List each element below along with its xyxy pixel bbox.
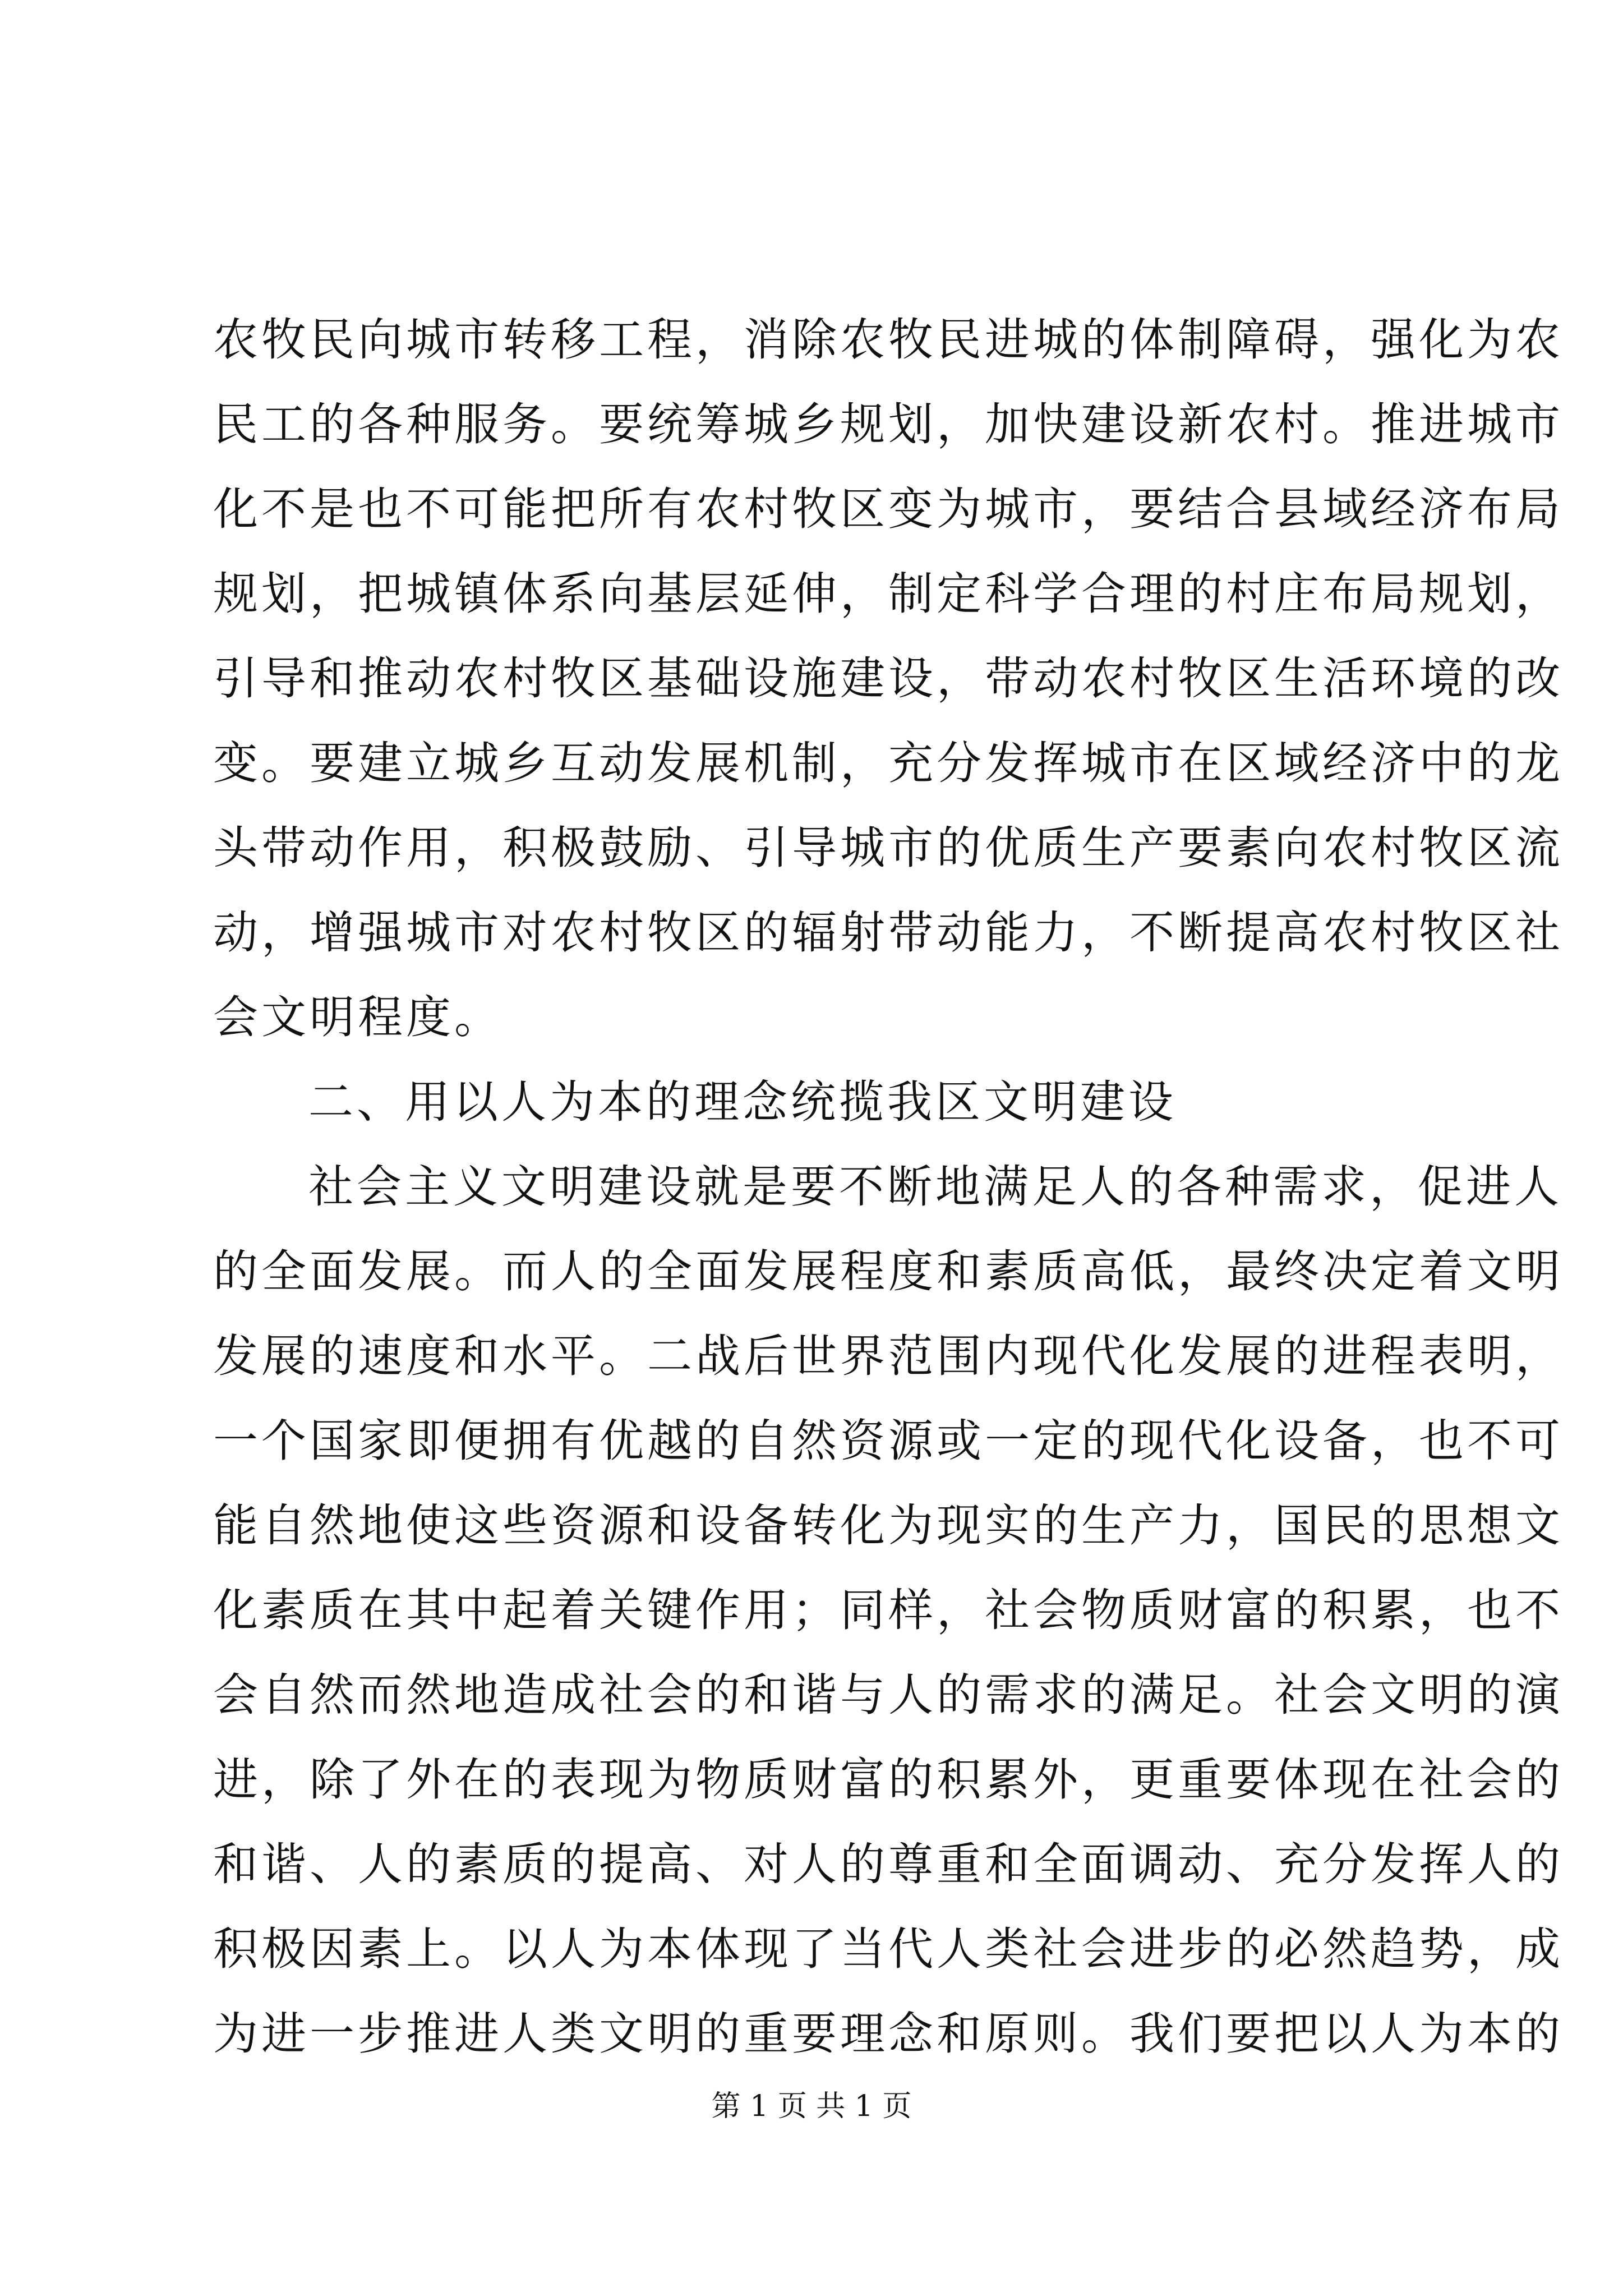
section-heading: 二、用以人为本的理念统揽我区文明建设 — [308, 1076, 1177, 1128]
paragraph-line: 积极因素上。以人为本体现了当代人类社会进步的必然趋势，成 — [213, 1923, 1564, 1975]
paragraph-line: 民工的各种服务。要统筹城乡规划，加快建设新农村。推进城市 — [213, 398, 1564, 450]
paragraph-line: 的全面发展。而人的全面发展程度和素质高低，最终决定着文明 — [213, 1245, 1564, 1297]
page-footer — [0, 2090, 1623, 2123]
paragraph-line: 动，增强城市对农村牧区的辐射带动能力，不断提高农村牧区社 — [213, 907, 1564, 959]
paragraph-line: 一个国家即便拥有优越的自然资源或一定的现代化设备，也不可 — [213, 1415, 1564, 1467]
paragraph-line: 头带动作用，积极鼓励、引导城市的优质生产要素向农村牧区流 — [213, 822, 1564, 874]
paragraph-line: 规划，把城镇体系向基层延伸，制定科学合理的村庄布局规划， — [213, 568, 1564, 620]
paragraph-line: 为进一步推进人类文明的重要理念和原则。我们要把以人为本的 — [213, 2008, 1564, 2060]
paragraph-line: 发展的速度和水平。二战后世界范围内现代化发展的进程表明， — [213, 1330, 1564, 1382]
paragraph-line: 会文明程度。 — [213, 991, 502, 1043]
paragraph-line: 社会主义文明建设就是要不断地满足人的各种需求，促进人 — [308, 1161, 1562, 1213]
paragraph-line: 和谐、人的素质的提高、对人的尊重和全面调动、充分发挥人的 — [213, 1838, 1564, 1890]
paragraph-line: 化素质在其中起着关键作用；同样，社会物质财富的积累，也不 — [213, 1584, 1564, 1636]
paragraph-line: 农牧民向城市转移工程，消除农牧民进城的体制障碍，强化为农 — [213, 314, 1564, 366]
page-number-label: 第 1 页 共 1 页 — [711, 2090, 912, 2123]
paragraph-line: 能自然地使这些资源和设备转化为现实的生产力，国民的思想文 — [213, 1499, 1564, 1552]
paragraph-line: 化不是也不可能把所有农村牧区变为城市，要结合县域经济布局 — [213, 483, 1564, 535]
document-body — [213, 297, 1564, 2076]
paragraph-line: 变。要建立城乡互动发展机制，充分发挥城市在区域经济中的龙 — [213, 737, 1564, 789]
paragraph-line: 进，除了外在的表现为物质财富的积累外，更重要体现在社会的 — [213, 1754, 1564, 1806]
paragraph-line: 会自然而然地造成社会的和谐与人的需求的满足。社会文明的演 — [213, 1669, 1564, 1721]
paragraph-line: 引导和推动农村牧区基础设施建设，带动农村牧区生活环境的改 — [213, 652, 1564, 705]
